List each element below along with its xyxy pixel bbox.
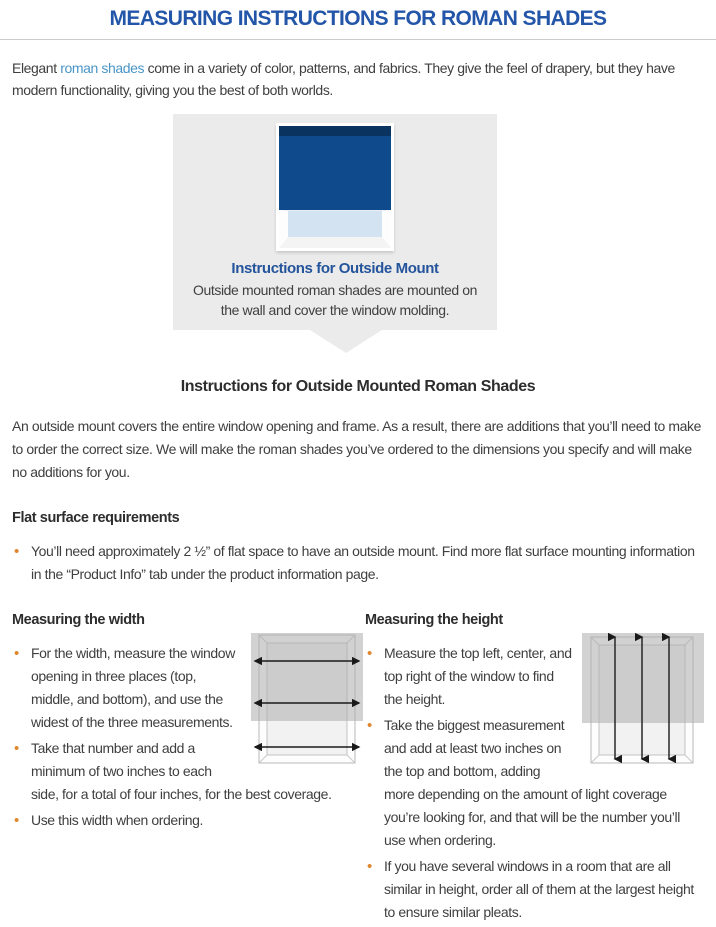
measuring-height-list [365,642,704,924]
callout-wrap [0,114,716,353]
measuring-height-column [365,596,704,927]
list-item: • If you have several windows in a room that are all similar in height, order all of them at the largest height to ensure similar pleats. [365,855,704,924]
roman-shade-illustration [276,123,394,251]
intro-paragraph [12,57,704,101]
measuring-width-list [12,642,365,832]
page-header [0,0,716,40]
flat-surface-list [12,540,704,586]
outside-mount-callout [173,114,497,330]
outside-mount-section-heading: Instructions for Outside Mounted Roman Shades [180,378,536,395]
list-item: • Use this width when ordering. [12,809,365,832]
callout-pointer-triangle [310,330,382,353]
intro-text-post: come in a variety of color, patterns, and fabrics. They give the feel of drapery, but they have modern functionality, giving you the best of both worlds. [12,60,675,98]
list-item: • For the width, measure the window opening in three places (top, middle, and bottom), and use the widest of the three measurements. [12,642,365,734]
measuring-width-heading: Measuring the width [12,612,145,628]
outside-mount-instructions-link[interactable]: Instructions for Outside Mount [231,260,439,277]
callout-description: Outside mounted roman shades are mounted on the wall and cover the window molding. [193,282,477,318]
shade-fabric [279,136,391,210]
page-title: MEASURING INSTRUCTIONS FOR ROMAN SHADES [109,7,607,30]
list-item: • You’ll need approximately 2 ½” of flat space to have an outside mount. Find more flat surface mounting information in the “Product Info” tab under the product information page. [12,540,704,586]
measuring-columns [12,596,704,927]
flat-surface-heading: Flat surface requirements [12,510,180,526]
measuring-width-column [12,596,365,927]
list-item: • Measure the top left, center, and top right of the window to find the height. [365,642,704,711]
shade-headrail [279,126,391,136]
measuring-height-heading: Measuring the height [365,612,503,628]
window-below-shade [279,210,391,248]
list-item: • Take that number and add a minimum of two inches to each side, for a total of four inches, for the best coverage. [12,737,365,806]
intro-text-pre: Elegant [12,60,61,76]
outside-mount-section-body: An outside mount covers the entire window opening and frame. As a result, there are additions that you’ll need to make to order the correct size. We will make the roman shades you’ve ordered to the dimensions you specify and will make no additions for you. [12,418,702,480]
roman-shades-link[interactable]: roman shades [60,60,145,76]
list-item: • Take the biggest measurement and add at least two inches on the top and bottom, adding more depending on the amount of light coverage you’re looking for, and that will be the number you’ll use when ordering. [365,714,704,852]
